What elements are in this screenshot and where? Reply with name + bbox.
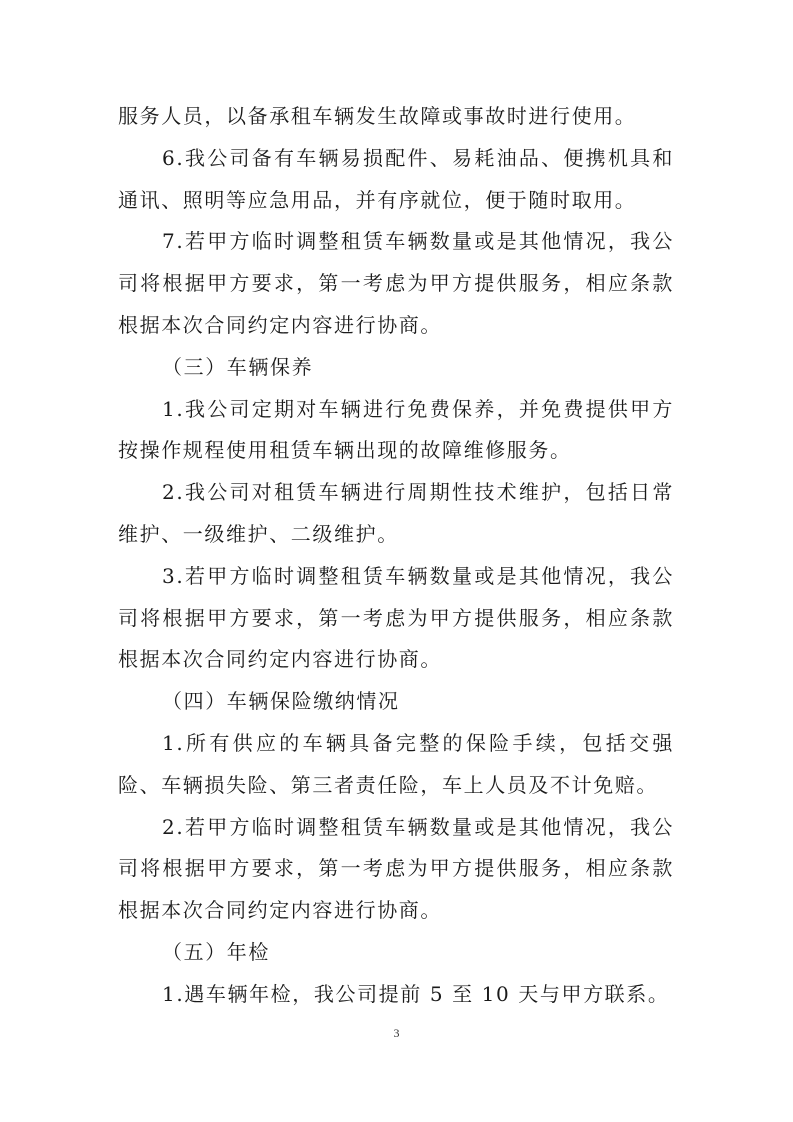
section-heading-maintenance: （三）车辆保养: [162, 354, 314, 379]
page-number: 3: [393, 1026, 400, 1040]
list-item-free-maintenance: 1.我公司定期对车辆进行免费保养，并免费提供甲方按操作规程使用租赁车辆出现的故障维修服务。: [118, 396, 674, 463]
list-item-adjustment: 3.若甲方临时调整租赁车辆数量或是其他情况，我公司将根据甲方要求，第一考虑为甲方提供服务，相应条款根据本次合同约定内容进行协商。: [118, 563, 674, 672]
list-item-adjustment: 2.若甲方临时调整租赁车辆数量或是其他情况，我公司将根据甲方要求，第一考虑为甲方提供服务，相应条款根据本次合同约定内容进行协商。: [118, 814, 674, 923]
section-heading-annual-inspection: （五）年检: [162, 939, 270, 964]
section-heading-insurance: （四）车辆保险缴纳情况: [162, 689, 400, 714]
paragraph-continuation: 服务人员，以备承租车辆发生故障或事故时进行使用。: [118, 104, 637, 128]
document-page-body: [118, 96, 674, 1016]
list-item-adjustment: 7.若甲方临时调整租赁车辆数量或是其他情况，我公司将根据甲方要求，第一考虑为甲方提供服务，相应条款根据本次合同约定内容进行协商。: [118, 229, 674, 337]
list-item-spare-parts: 6.我公司备有车辆易损配件、易耗油品、便携机具和通讯、照明等应急用品，并有序就位，便于随时取用。: [118, 145, 674, 212]
list-item-insurance-coverage: 1.所有供应的车辆具备完整的保险手续，包括交强险、车辆损失险、第三者责任险，车上人员及不计免赔。: [118, 730, 674, 797]
list-item-periodic-maintenance: 2.我公司对租赁车辆进行周期性技术维护，包括日常维护、一级维护、二级维护。: [118, 480, 674, 546]
list-item-annual-inspection: 1.遇车辆年检，我公司提前 5 至 10 天与甲方联系。: [162, 981, 670, 1006]
